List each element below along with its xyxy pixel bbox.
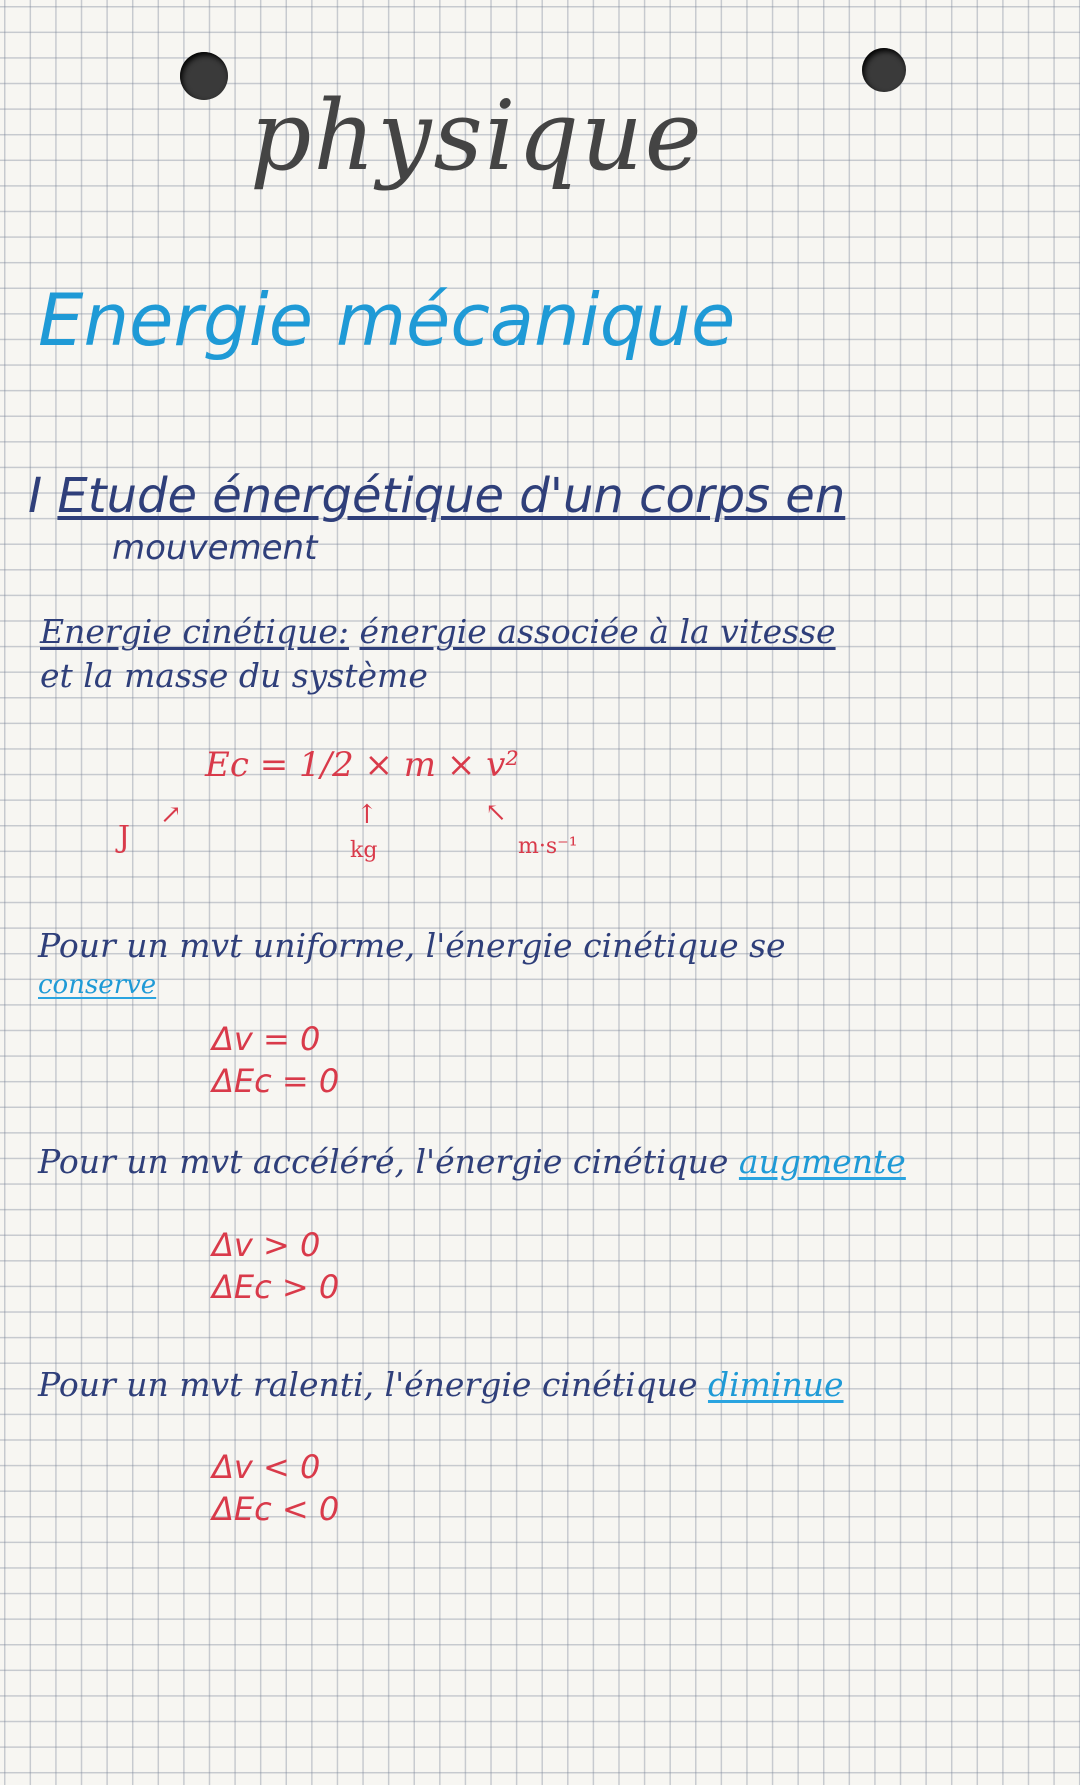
subject-heading: physique <box>250 80 704 192</box>
formula-lhs: Ec <box>205 745 249 785</box>
case-slowed-line <box>38 1365 844 1404</box>
arrow-speed: ↖ <box>485 798 507 828</box>
case-accelerated-eq2: ΔEc > 0 <box>212 1268 340 1306</box>
arrow-mass: ↑ <box>356 800 378 830</box>
case-slowed-keyword: diminue <box>707 1365 844 1404</box>
definition-line1 <box>40 612 836 651</box>
binder-hole-right <box>862 48 906 92</box>
case-accelerated-text: Pour un mvt accéléré, l'énergie cinétique <box>38 1142 729 1181</box>
case-accelerated-line <box>38 1142 906 1181</box>
unit-joule: J <box>118 820 131 855</box>
case-uniform-line2 <box>38 970 156 1000</box>
binder-hole-left <box>180 52 228 100</box>
case-uniform-eq1: Δv = 0 <box>212 1020 321 1058</box>
case-uniform-keyword: conserve <box>38 970 157 1000</box>
case-slowed-text: Pour un mvt ralenti, l'énergie cinétique <box>38 1365 698 1404</box>
definition-line2: et la masse du système <box>40 656 428 695</box>
case-uniform-text: Pour un mvt uniforme, l'énergie cinétique se <box>38 926 786 965</box>
arrow-joule: ↗ <box>160 800 182 830</box>
formula-expr: = 1/2 × m × v² <box>259 745 519 785</box>
unit-speed: m·s⁻¹ <box>518 834 578 859</box>
case-accelerated-eq1: Δv > 0 <box>212 1226 321 1264</box>
section-title-line1: Etude énergétique d'un corps en <box>57 468 846 524</box>
case-uniform-eq2: ΔEc = 0 <box>212 1062 340 1100</box>
case-uniform-line1 <box>38 926 786 965</box>
section-numeral: I <box>28 468 43 524</box>
kinetic-energy-formula <box>205 745 519 785</box>
section-heading <box>28 468 845 524</box>
unit-mass: kg <box>350 838 378 863</box>
case-slowed-eq1: Δv < 0 <box>212 1448 321 1486</box>
definition-term: Energie cinétique: <box>40 612 350 651</box>
definition-text-1: énergie associée à la vitesse <box>359 612 836 651</box>
section-title-line2: mouvement <box>112 528 318 568</box>
case-accelerated-keyword: augmente <box>738 1142 906 1181</box>
page-title: Energie mécanique <box>38 278 736 362</box>
case-slowed-eq2: ΔEc < 0 <box>212 1490 340 1528</box>
